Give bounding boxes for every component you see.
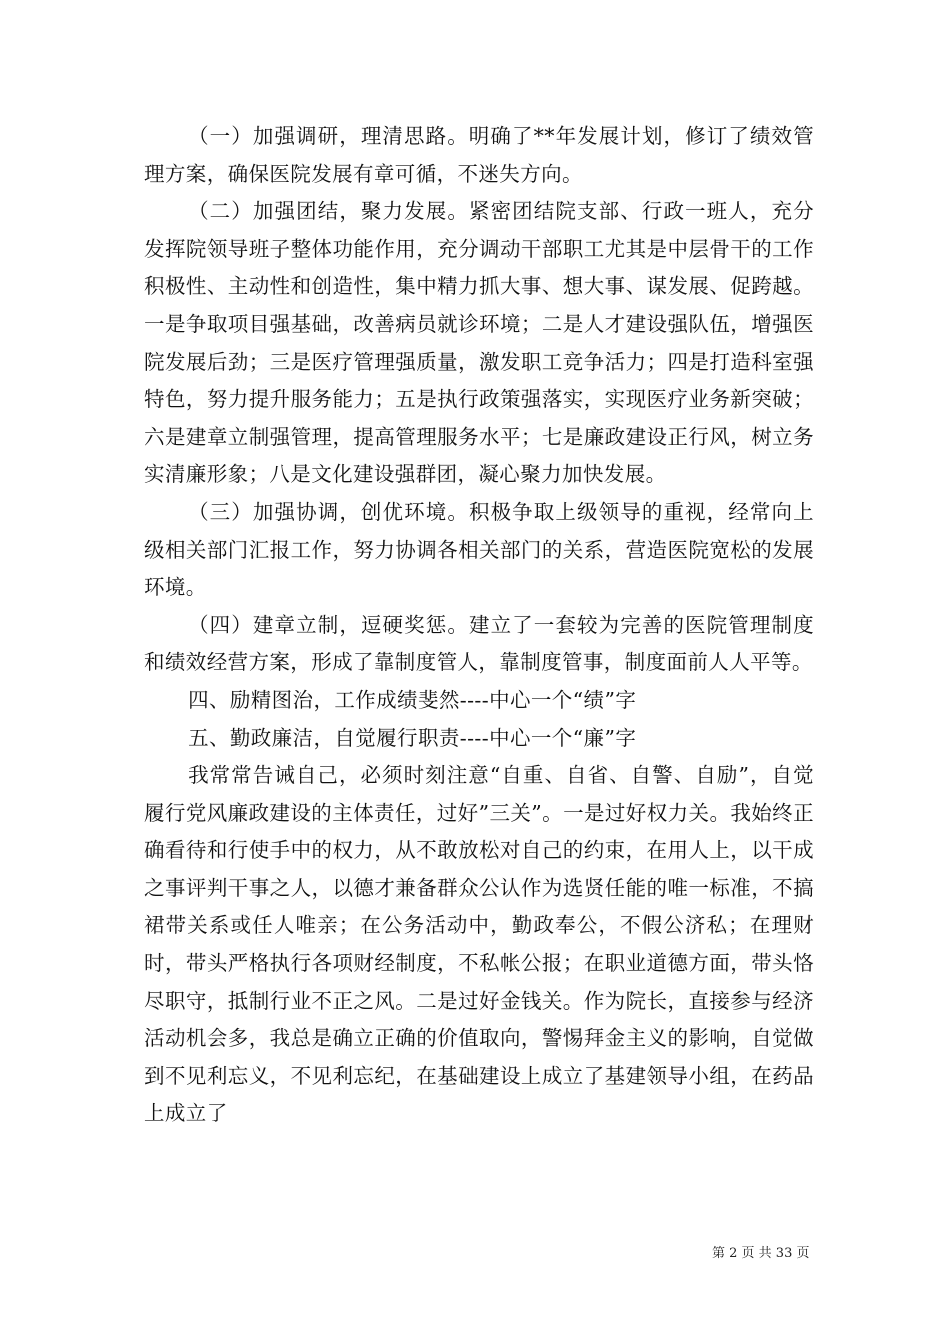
- paragraph-regulations: （四）建章立制，逗硬奖惩。建立了一套较为完善的医院管理制度和绩效经营方案，形成了靠制度管人，靠制度管事，制度面前人人平等。: [144, 612, 814, 675]
- paragraph-research: （一）加强调研，理清思路。明确了**年发展计划，修订了绩效管理方案，确保医院发展有章可循，不迷失方向。: [144, 124, 814, 186]
- paragraph-coordination: （三）加强协调，创优环境。积极争取上级领导的重视，经常向上级相关部门汇报工作，努力协调各相关部门的关系，营造医院宽松的发展环境。: [144, 499, 814, 600]
- page-number-footer: 第 2 页 共 33 页: [712, 1246, 810, 1261]
- heading-achievements: 四、励精图治，工作成绩斐然----中心一个“绩”字: [188, 687, 637, 712]
- paragraph-unity: （二）加强团结，聚力发展。紧密团结院支部、行政一班人，充分发挥院领导班子整体功能作用，充分调动干部职工尤其是中层骨干的工作积极性、主动性和创造性，集中精力抓大事、想大事、谋发展、促跨越。一是争取项目强基础，改善病员就诊环境；二是人才建设强队伍，增强医院发展后劲；三是医疗管理强质量，激发职工竞争活力；四是打造科室强特色，努力提升服务能力；五是执行政策强落实，实现医疗业务新突破；六是建章立制强管理，提高管理服务水平；七是廉政建设正行风，树立务实清廉形象；八是文化建设强群团，凝心聚力加快发展。: [144, 199, 814, 487]
- document-body: [144, 118, 814, 1133]
- paragraph-self-discipline: 我常常告诫自己，必须时刻注意“自重、自省、自警、自励”，自觉履行党风廉政建设的主体责任，过好”三关”。一是过好权力关。我始终正确看待和行使手中的权力，从不敢放松对自己的约束，在用人上，以干成之事评判干事之人，以德才兼备群众公认作为选贤任能的唯一标准，不搞裙带关系或任人唯亲；在公务活动中，勤政奉公，不假公济私；在理财时，带头严格执行各项财经制度，不私帐公报；在职业道德方面，带头恪尽职守，抵制行业不正之风。二是过好金钱关。作为院长，直接参与经济活动机会多，我总是确立正确的价值取向，警惕拜金主义的影响，自觉做到不见利忘义，不见利忘纪，在基础建设上成立了基建领导小组，在药品上成立了: [144, 763, 814, 1126]
- heading-integrity: 五、勤政廉洁，自觉履行职责----中心一个“廉”字: [188, 725, 637, 750]
